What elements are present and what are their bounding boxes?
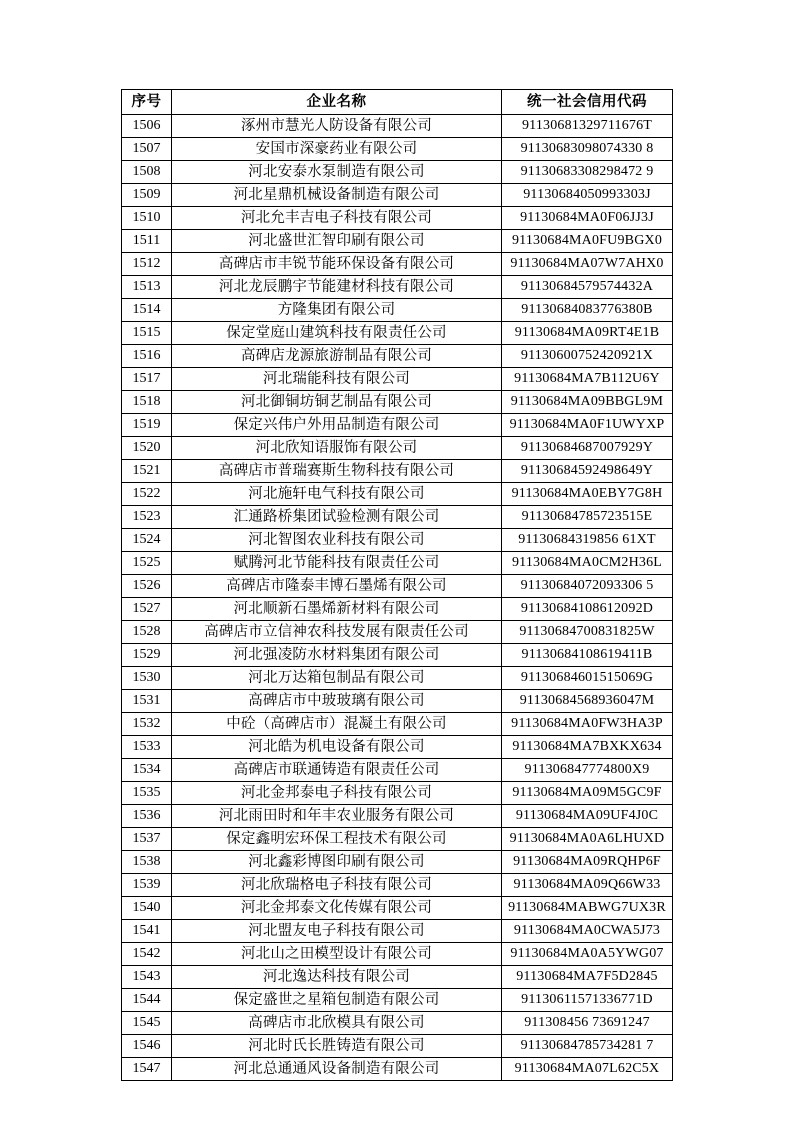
table-row <box>122 920 673 943</box>
cell-sequence: 1526 <box>122 575 172 598</box>
column-header-credit-code: 统一社会信用代码 <box>502 90 673 115</box>
table-row <box>122 621 673 644</box>
cell-enterprise-name: 高碑店市北欣模具有限公司 <box>172 1012 502 1035</box>
table-body <box>122 115 673 1081</box>
cell-credit-code: 91130684MA0EBY7G8H <box>502 483 673 506</box>
cell-credit-code: 91130684MA0CWA5J73 <box>502 920 673 943</box>
cell-enterprise-name: 保定堂庭山建筑科技有限责任公司 <box>172 322 502 345</box>
cell-credit-code: 91130684MA7B112U6Y <box>502 368 673 391</box>
cell-credit-code: 91130684568936047M <box>502 690 673 713</box>
cell-sequence: 1542 <box>122 943 172 966</box>
cell-sequence: 1510 <box>122 207 172 230</box>
table-row <box>122 874 673 897</box>
cell-enterprise-name: 河北顺新石墨烯新材料有限公司 <box>172 598 502 621</box>
cell-enterprise-name: 河北安泰水泵制造有限公司 <box>172 161 502 184</box>
cell-enterprise-name: 保定鑫明宏环保工程技术有限公司 <box>172 828 502 851</box>
cell-credit-code: 911306847774800X9 <box>502 759 673 782</box>
table-row <box>122 483 673 506</box>
cell-sequence: 1517 <box>122 368 172 391</box>
cell-credit-code: 91130683098074330 8 <box>502 138 673 161</box>
cell-enterprise-name: 汇通路桥集团试验检测有限公司 <box>172 506 502 529</box>
cell-sequence: 1533 <box>122 736 172 759</box>
cell-sequence: 1525 <box>122 552 172 575</box>
table-row <box>122 690 673 713</box>
cell-enterprise-name: 河北逸达科技有限公司 <box>172 966 502 989</box>
table-row <box>122 759 673 782</box>
cell-sequence: 1532 <box>122 713 172 736</box>
enterprise-registry-table <box>121 89 673 1081</box>
table-row <box>122 1012 673 1035</box>
cell-sequence: 1535 <box>122 782 172 805</box>
cell-credit-code: 91130684MABWG7UX3R <box>502 897 673 920</box>
cell-credit-code: 91130684MA0CM2H36L <box>502 552 673 575</box>
cell-enterprise-name: 河北鑫彩博图印刷有限公司 <box>172 851 502 874</box>
cell-enterprise-name: 高碑店龙源旅游制品有限公司 <box>172 345 502 368</box>
table-row <box>122 943 673 966</box>
cell-enterprise-name: 河北金邦泰文化传媒有限公司 <box>172 897 502 920</box>
cell-sequence: 1527 <box>122 598 172 621</box>
cell-sequence: 1521 <box>122 460 172 483</box>
cell-sequence: 1509 <box>122 184 172 207</box>
table-row <box>122 598 673 621</box>
cell-sequence: 1534 <box>122 759 172 782</box>
cell-enterprise-name: 河北山之田模型设计有限公司 <box>172 943 502 966</box>
cell-credit-code: 91130683308298472 9 <box>502 161 673 184</box>
table-row <box>122 805 673 828</box>
cell-sequence: 1511 <box>122 230 172 253</box>
cell-sequence: 1544 <box>122 989 172 1012</box>
table-row <box>122 529 673 552</box>
column-header-enterprise-name: 企业名称 <box>172 90 502 115</box>
cell-sequence: 1545 <box>122 1012 172 1035</box>
cell-sequence: 1523 <box>122 506 172 529</box>
table-row <box>122 736 673 759</box>
table-row <box>122 391 673 414</box>
cell-enterprise-name: 河北盟友电子科技有限公司 <box>172 920 502 943</box>
table-row <box>122 460 673 483</box>
cell-sequence: 1536 <box>122 805 172 828</box>
cell-credit-code: 91130684MA09UF4J0C <box>502 805 673 828</box>
cell-sequence: 1520 <box>122 437 172 460</box>
table-row <box>122 851 673 874</box>
cell-credit-code: 91130684592498649Y <box>502 460 673 483</box>
cell-enterprise-name: 高碑店市联通铸造有限责任公司 <box>172 759 502 782</box>
cell-enterprise-name: 河北金邦泰电子科技有限公司 <box>172 782 502 805</box>
cell-credit-code: 91130684072093306 5 <box>502 575 673 598</box>
cell-credit-code: 91130600752420921X <box>502 345 673 368</box>
table-row <box>122 989 673 1012</box>
cell-enterprise-name: 河北盛世汇智印刷有限公司 <box>172 230 502 253</box>
cell-enterprise-name: 河北星鼎机械设备制造有限公司 <box>172 184 502 207</box>
cell-enterprise-name: 河北时氏长胜铸造有限公司 <box>172 1035 502 1058</box>
cell-sequence: 1522 <box>122 483 172 506</box>
cell-sequence: 1546 <box>122 1035 172 1058</box>
table-row <box>122 207 673 230</box>
column-header-sequence: 序号 <box>122 90 172 115</box>
table-row <box>122 299 673 322</box>
cell-credit-code: 91130684700831825W <box>502 621 673 644</box>
table-header-row <box>122 90 673 115</box>
cell-sequence: 1547 <box>122 1058 172 1081</box>
cell-credit-code: 91130684MA0A5YWG07 <box>502 943 673 966</box>
cell-enterprise-name: 高碑店市中玻玻璃有限公司 <box>172 690 502 713</box>
table-row <box>122 966 673 989</box>
table-row <box>122 667 673 690</box>
cell-enterprise-name: 河北龙辰鹏宇节能建材科技有限公司 <box>172 276 502 299</box>
cell-enterprise-name: 河北雨田时和年丰农业服务有限公司 <box>172 805 502 828</box>
cell-credit-code: 91130684MA07L62C5X <box>502 1058 673 1081</box>
cell-sequence: 1515 <box>122 322 172 345</box>
cell-enterprise-name: 河北智图农业科技有限公司 <box>172 529 502 552</box>
cell-credit-code: 91130684MA09RQHP6F <box>502 851 673 874</box>
cell-sequence: 1516 <box>122 345 172 368</box>
cell-credit-code: 91130684MA0FU9BGX0 <box>502 230 673 253</box>
enterprise-registry-table-container <box>121 89 672 1081</box>
cell-sequence: 1540 <box>122 897 172 920</box>
table-row <box>122 897 673 920</box>
table-row <box>122 184 673 207</box>
cell-sequence: 1508 <box>122 161 172 184</box>
cell-credit-code: 91130611571336771D <box>502 989 673 1012</box>
cell-sequence: 1538 <box>122 851 172 874</box>
cell-credit-code: 91130684319856 61XT <box>502 529 673 552</box>
table-row <box>122 437 673 460</box>
cell-enterprise-name: 涿州市慧光人防设备有限公司 <box>172 115 502 138</box>
cell-enterprise-name: 河北总通通风设备制造有限公司 <box>172 1058 502 1081</box>
table-row <box>122 1035 673 1058</box>
cell-enterprise-name: 赋腾河北节能科技有限责任公司 <box>172 552 502 575</box>
cell-enterprise-name: 中砼（高碑店市）混凝土有限公司 <box>172 713 502 736</box>
cell-credit-code: 91130684108619411B <box>502 644 673 667</box>
table-row <box>122 230 673 253</box>
cell-credit-code: 91130684MA0FW3HA3P <box>502 713 673 736</box>
table-row <box>122 253 673 276</box>
cell-credit-code: 91130684MA0F1UWYXP <box>502 414 673 437</box>
cell-credit-code: 91130684MA09M5GC9F <box>502 782 673 805</box>
cell-enterprise-name: 河北瑞能科技有限公司 <box>172 368 502 391</box>
cell-credit-code: 91130684785734281 7 <box>502 1035 673 1058</box>
cell-credit-code: 91130684687007929Y <box>502 437 673 460</box>
cell-enterprise-name: 高碑店市普瑞赛斯生物科技有限公司 <box>172 460 502 483</box>
cell-sequence: 1539 <box>122 874 172 897</box>
cell-enterprise-name: 保定兴伟户外用品制造有限公司 <box>172 414 502 437</box>
cell-credit-code: 91130684MA09BBGL9M <box>502 391 673 414</box>
cell-sequence: 1537 <box>122 828 172 851</box>
cell-credit-code: 911308456 73691247 <box>502 1012 673 1035</box>
cell-enterprise-name: 保定盛世之星箱包制造有限公司 <box>172 989 502 1012</box>
cell-sequence: 1529 <box>122 644 172 667</box>
cell-credit-code: 91130684MA07W7AHX0 <box>502 253 673 276</box>
cell-enterprise-name: 高碑店市立信神农科技发展有限责任公司 <box>172 621 502 644</box>
cell-enterprise-name: 高碑店市隆泰丰博石墨烯有限公司 <box>172 575 502 598</box>
table-row <box>122 575 673 598</box>
cell-credit-code: 91130684579574432A <box>502 276 673 299</box>
cell-credit-code: 91130684050993303J <box>502 184 673 207</box>
table-header <box>122 90 673 115</box>
cell-credit-code: 91130684601515069G <box>502 667 673 690</box>
cell-credit-code: 91130684MA09RT4E1B <box>502 322 673 345</box>
table-row <box>122 713 673 736</box>
cell-credit-code: 91130684MA0F06JJ3J <box>502 207 673 230</box>
cell-sequence: 1513 <box>122 276 172 299</box>
cell-enterprise-name: 方隆集团有限公司 <box>172 299 502 322</box>
cell-credit-code: 91130684MA7F5D2845 <box>502 966 673 989</box>
table-row <box>122 161 673 184</box>
cell-enterprise-name: 河北御铜坊铜艺制品有限公司 <box>172 391 502 414</box>
table-row <box>122 138 673 161</box>
cell-sequence: 1518 <box>122 391 172 414</box>
cell-enterprise-name: 安国市深豪药业有限公司 <box>172 138 502 161</box>
cell-sequence: 1507 <box>122 138 172 161</box>
cell-sequence: 1543 <box>122 966 172 989</box>
cell-credit-code: 91130684MA7BXKX634 <box>502 736 673 759</box>
cell-sequence: 1512 <box>122 253 172 276</box>
cell-credit-code: 91130684785723515E <box>502 506 673 529</box>
cell-credit-code: 91130684108612092D <box>502 598 673 621</box>
table-row <box>122 1058 673 1081</box>
cell-sequence: 1524 <box>122 529 172 552</box>
cell-sequence: 1541 <box>122 920 172 943</box>
table-row <box>122 322 673 345</box>
cell-sequence: 1514 <box>122 299 172 322</box>
table-row <box>122 276 673 299</box>
table-row <box>122 782 673 805</box>
cell-enterprise-name: 河北欣知语服饰有限公司 <box>172 437 502 460</box>
table-row <box>122 115 673 138</box>
cell-enterprise-name: 河北允丰吉电子科技有限公司 <box>172 207 502 230</box>
table-row <box>122 552 673 575</box>
cell-enterprise-name: 河北万达箱包制品有限公司 <box>172 667 502 690</box>
cell-enterprise-name: 河北皓为机电设备有限公司 <box>172 736 502 759</box>
cell-sequence: 1506 <box>122 115 172 138</box>
cell-sequence: 1519 <box>122 414 172 437</box>
cell-enterprise-name: 河北强凌防水材料集团有限公司 <box>172 644 502 667</box>
cell-sequence: 1528 <box>122 621 172 644</box>
cell-credit-code: 91130681329711676T <box>502 115 673 138</box>
table-row <box>122 506 673 529</box>
cell-credit-code: 91130684MA09Q66W33 <box>502 874 673 897</box>
cell-enterprise-name: 河北施轩电气科技有限公司 <box>172 483 502 506</box>
cell-enterprise-name: 高碑店市丰锐节能环保设备有限公司 <box>172 253 502 276</box>
table-row <box>122 368 673 391</box>
table-row <box>122 345 673 368</box>
table-row <box>122 644 673 667</box>
table-row <box>122 414 673 437</box>
cell-sequence: 1530 <box>122 667 172 690</box>
table-row <box>122 828 673 851</box>
cell-enterprise-name: 河北欣瑞格电子科技有限公司 <box>172 874 502 897</box>
cell-credit-code: 91130684083776380B <box>502 299 673 322</box>
cell-sequence: 1531 <box>122 690 172 713</box>
cell-credit-code: 91130684MA0A6LHUXD <box>502 828 673 851</box>
